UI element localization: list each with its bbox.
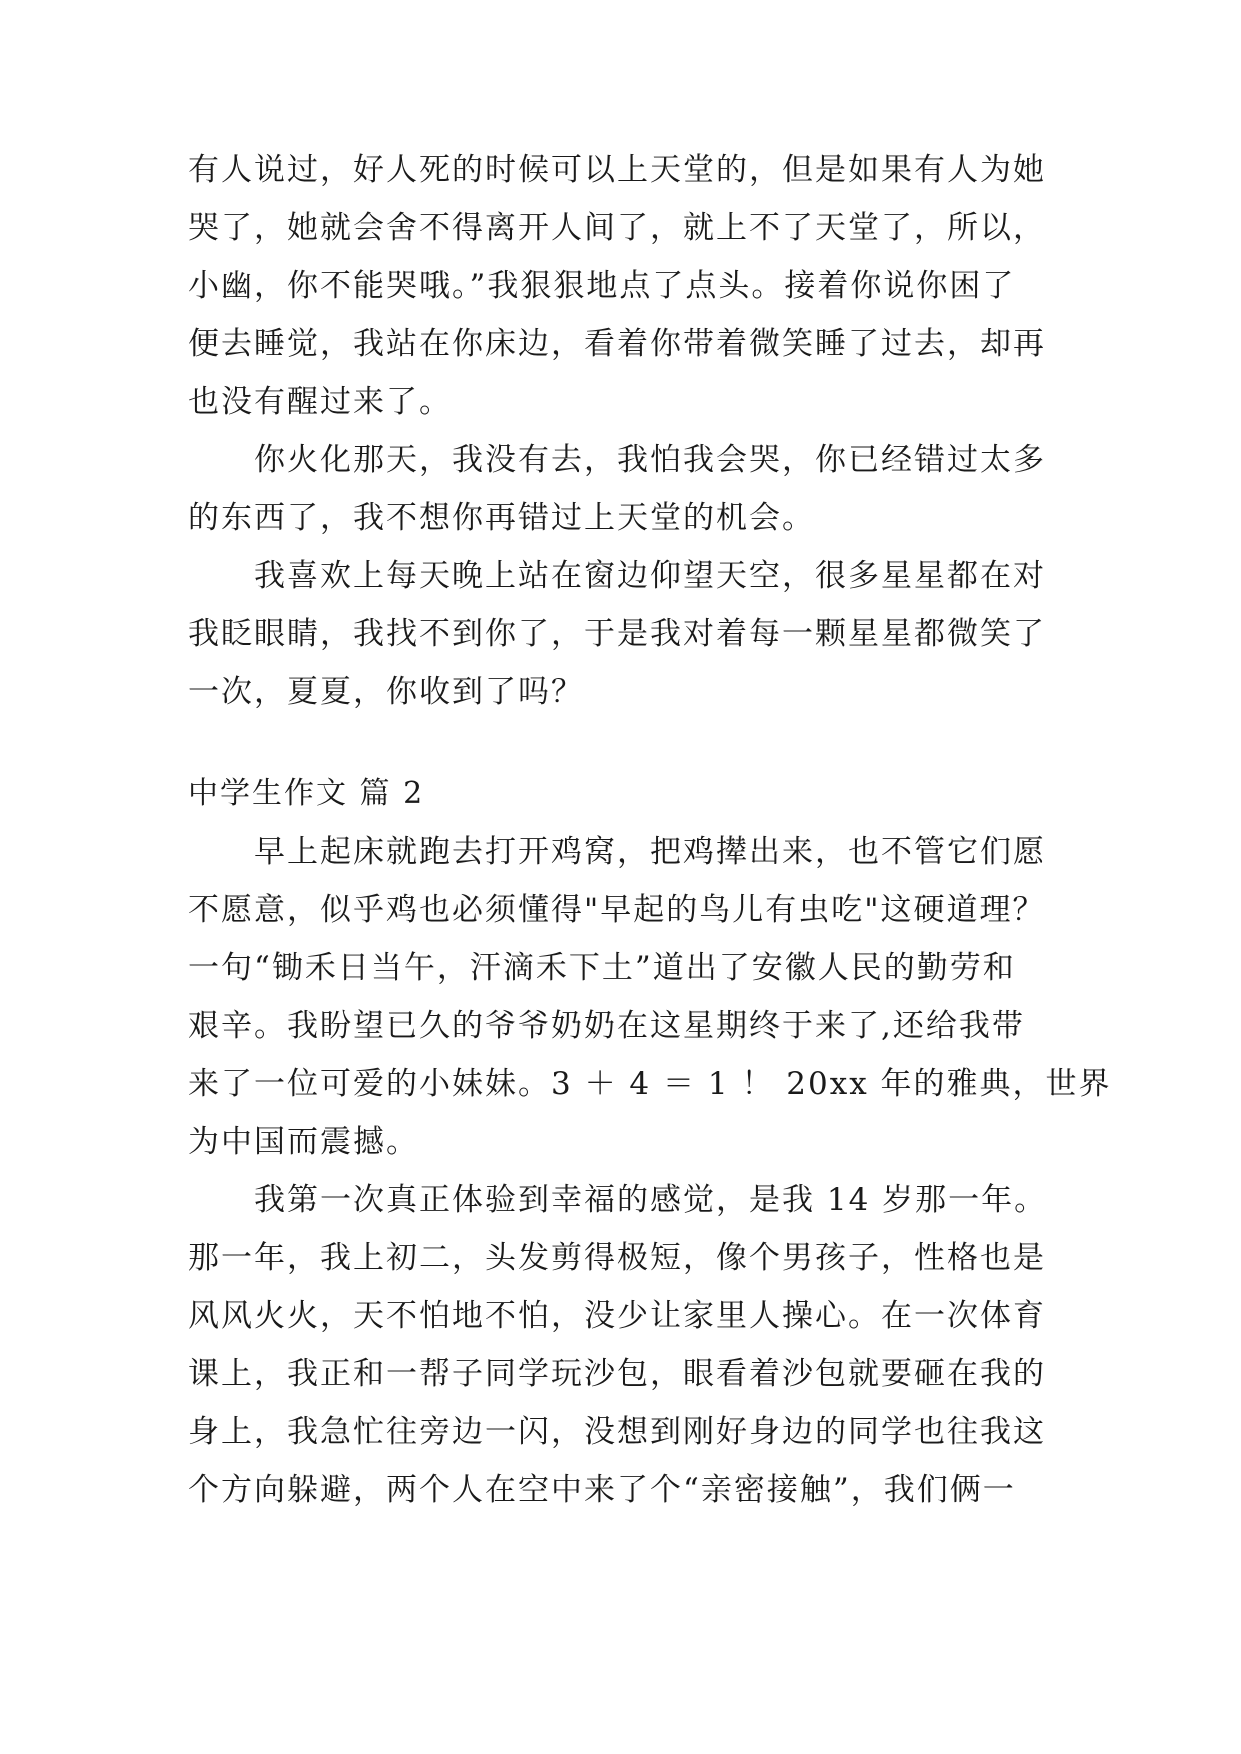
text-line: 我喜欢上每天晚上站在窗边仰望天空，很多星星都在对 [188,558,1046,594]
text-line: 为中国而震撼。 [188,1124,419,1160]
text-line: 早上起床就跑去打开鸡窝，把鸡撵出来，也不管它们愿 [188,834,1046,870]
text-line: 风风火火，天不怕地不怕，没少让家里人操心。在一次体育 [188,1298,1046,1334]
text-line: 你火化那天，我没有去，我怕我会哭，你已经错过太多 [188,442,1046,478]
text-line: 个方向躲避，两个人在空中来了个“亲密接触”，我们俩一 [188,1472,1016,1508]
text-line: 身上，我急忙往旁边一闪，没想到刚好身边的同学也往我这 [188,1414,1046,1450]
text-line: 也没有醒过来了。 [188,384,452,420]
text-line: 课上，我正和一帮子同学玩沙包，眼看着沙包就要砸在我的 [188,1356,1046,1392]
text-line: 小幽，你不能哭哦。”我狠狠地点了点头。接着你说你困了 [188,268,1016,304]
text-line: 不愿意，似乎鸡也必须懂得"早起的鸟儿有虫吃"这硬道理？ [188,892,1046,928]
text-line: 来了一位可爱的小妹妹。3 ＋ 4 ＝ 1 ！ 20xx 年的雅典，世界 [188,1066,1112,1102]
text-line: 我眨眼睛，我找不到你了，于是我对着每一颗星星都微笑了 [188,616,1046,652]
text-line: 有人说过，好人死的时候可以上天堂的，但是如果有人为她 [188,152,1046,188]
text-line: 一次，夏夏，你收到了吗？ [188,674,584,710]
text-line: 那一年，我上初二，头发剪得极短，像个男孩子，性格也是 [188,1240,1046,1276]
text-line: 我第一次真正体验到幸福的感觉，是我 14 岁那一年。 [188,1182,1048,1218]
section-heading: 中学生作文 篇 2 [188,776,425,811]
text-line: 哭了，她就会舍不得离开人间了，就上不了天堂了，所以， [188,210,1046,246]
text-line: 一句“锄禾日当午，汗滴禾下土”道出了安徽人民的勤劳和 [188,950,1016,986]
text-line: 的东西了，我不想你再错过上天堂的机会。 [188,500,815,536]
text-line: 便去睡觉，我站在你床边，看着你带着微笑睡了过去，却再 [188,326,1046,362]
text-line: 艰辛。我盼望已久的爷爷奶奶在这星期终于来了,还给我带 [188,1008,1025,1044]
